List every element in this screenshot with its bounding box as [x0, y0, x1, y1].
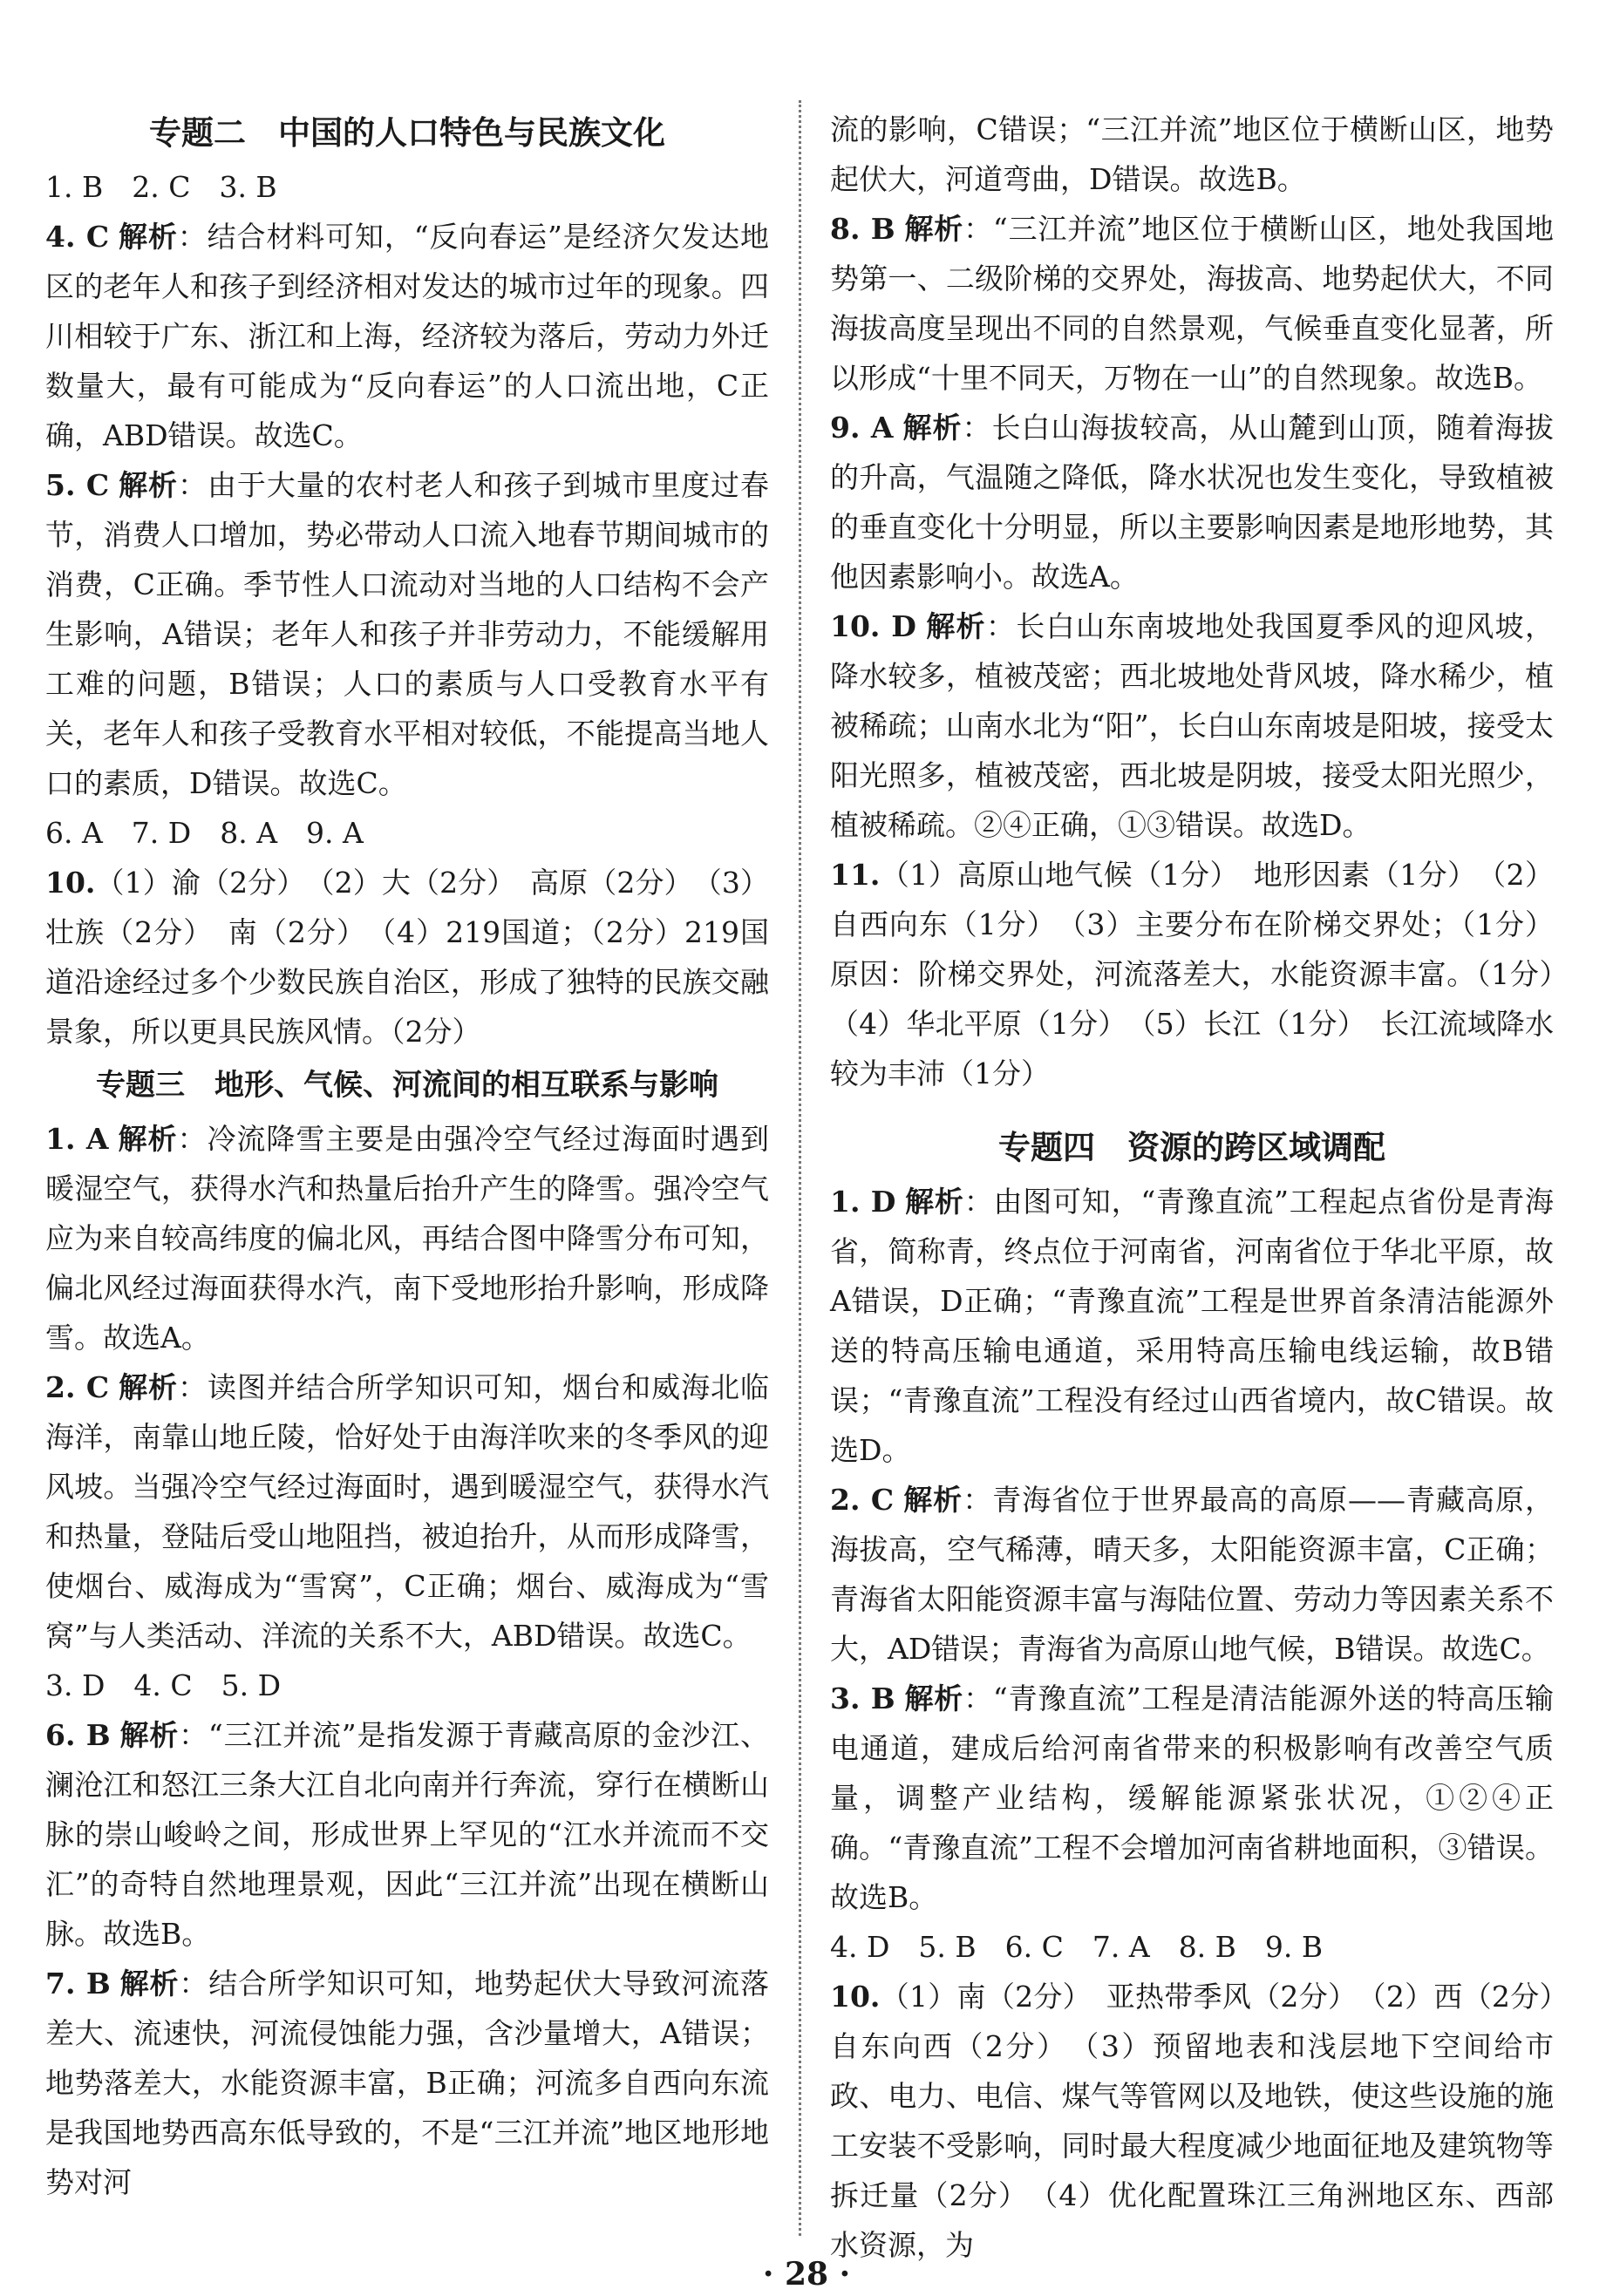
question-number: 4. C	[45, 220, 110, 254]
analysis-label: 解析	[902, 411, 963, 445]
analysis-text: ：由于大量的农村老人和孩子到城市里度过春节，消费人口增加，势必带动人口流入地春节期间城市的消费，C正确。季节性人口流动对当地的人口结构不会产生影响，A错误；老年人和孩子并非劳动力，不能缓解用工难的问题，B错误；人口的素质与人口受教育水平有关，老年人和孩子受教育水平相对较低，不能提高当地人口的素质，D错误。故选C。	[45, 468, 769, 800]
question-7	[45, 1959, 769, 2207]
analysis-label: 解析	[924, 609, 986, 643]
analysis-label: 解析	[118, 468, 178, 502]
question-10	[45, 858, 769, 1056]
analysis-label: 解析	[118, 220, 178, 254]
question-number: 10. D	[830, 609, 916, 643]
question-number: 11.	[830, 858, 881, 892]
answer-text: （1）高原山地气候（1分） 地形因素（1分） （2）自西向东（1分） （3）主要分布在阶梯交界处；（1分）原因：阶梯交界处，河流落差大，水能资源丰富。（1分） （4）华北平原（1分） （5）长江（1分） 长江流域降水较为丰沛（1分）	[830, 858, 1582, 1090]
analysis-text: ：“三江并流”地区位于横断山区，地处我国地势第一、二级阶梯的交界处，海拔高、地势起伏大，不同海拔高度呈现出不同的自然景观，气候垂直变化显著，所以形成“十里不同天，万物在一山”的自然现象。故选B。	[830, 212, 1554, 395]
analysis-label: 解析	[117, 1122, 178, 1156]
answers-q6-9: 6. A 7. D 8. A 9. A	[45, 816, 364, 850]
question-number: 1. A	[45, 1122, 109, 1156]
analysis-text: ：长白山东南坡地处我国夏季风的迎风坡，降水较多，植被茂密；西北坡地处背风坡，降水稀少，植被稀疏；山南水北为“阳”，长白山东南坡是阳坡，接受太阳光照多，植被茂密，西北坡是阴坡，接受太阳光照少，植被稀疏。②④正确，①③错误。故选D。	[830, 609, 1555, 842]
question-number: 8. B	[830, 212, 895, 246]
answers-q3-5: 3. D 4. C 5. D	[45, 1668, 282, 1702]
answer-text: （1）南（2分） 亚热带季风（2分） （2）西（2分） 自东向西（2分） （3）预留地表和浅层地下空间给市政、电力、电信、煤气等管网以及地铁，使这些设施的施工安装不受影响，同时最大程度减少地面征地及建筑物等拆迁量（2分） （4）优化配置珠江三角洲地区东、西部水资源，为	[830, 1980, 1582, 2262]
analysis-text: ：结合所学知识可知，地势起伏大导致河流落差大、流速快，河流侵蚀能力强，含沙量增大，A错误；地势落差大，水能资源丰富，B正确；河流多自西向东流是我国地势西高东低导致的，不是“三江并流”地区地形地势对河	[45, 1967, 770, 2199]
question-6	[45, 1710, 769, 1959]
column-divider	[799, 100, 801, 2236]
question-number: 3. B	[830, 1681, 895, 1715]
page-number: · 28 ·	[762, 2256, 851, 2293]
analysis-text: ：读图并结合所学知识可知，烟台和威海北临海洋，南靠山地丘陵，恰好处于由海洋吹来的冬季风的迎风坡。当强冷空气经过海面时，遇到暖湿空气，获得水汽和热量，登陆后受山地阻挡，被迫抬升，从而形成降雪，使烟台、威海成为“雪窝”，C正确；烟台、威海成为“雪窝”与人类活动、洋流的关系不大，ABD错误。故选C。	[45, 1370, 769, 1653]
question-number: 10.	[830, 1980, 881, 2014]
section-title-2: 专题二 中国的人口特色与民族文化	[149, 114, 665, 152]
question-11	[830, 850, 1582, 1098]
question-2	[830, 1475, 1554, 1674]
analysis-text: ：长白山海拔较高，从山麓到山顶，随着海拔的升高，气温随之降低，降水状况也发生变化，导致植被的垂直变化十分明显，所以主要影响因素是地形地势，其他因素影响小。故选A。	[830, 411, 1555, 594]
analysis-text: ：“青豫直流”工程是清洁能源外送的特高压输电通道，建成后给河南省带来的积极影响有改善空气质量，调整产业结构，缓解能源紧张状况，①②④正确。“青豫直流”工程不会增加河南省耕地面积，③错误。故选B。	[830, 1681, 1554, 1914]
question-3	[830, 1674, 1554, 1922]
question-number: 1. D	[830, 1185, 896, 1219]
analysis-text: ：青海省位于世界最高的高原——青藏高原，海拔高，空气稀薄，晴天多，太阳能资源丰富，C正确；青海省太阳能资源丰富与海陆位置、劳动力等因素关系不大，AD错误；青海省为高原山地气候，B错误。故选C。	[830, 1483, 1555, 1666]
question-4	[45, 212, 769, 460]
answer-text: （1）渝（2分） （2）大（2分） 高原（2分） （3）壮族（2分） 南（2分） （4）219国道；（2分）219国道沿途经过多个少数民族自治区，形成了独特的民族交融景象，所以更具民族风情。（2分）	[45, 866, 769, 1049]
question-number: 2. C	[45, 1370, 110, 1404]
left-column	[45, 105, 769, 2207]
question-5	[45, 460, 769, 808]
question-2	[45, 1362, 769, 1661]
question-number: 6. B	[45, 1718, 111, 1752]
answers-q4-9: 4. D 5. B 6. C 7. A 8. B 9. B	[830, 1930, 1324, 1964]
section-title-4: 专题四 资源的跨区域调配	[998, 1129, 1385, 1166]
analysis-text: ：“三江并流”是指发源于青藏高原的金沙江、澜沧江和怒江三条大江自北向南并行奔流，穿行在横断山脉的崇山峻岭之间，形成世界上罕见的“江水并流而不交汇”的奇特自然地理景观，因此“三江并流”出现在横断山脉。故选B。	[45, 1718, 769, 1951]
section-title-3: 专题三 地形、气候、河流间的相互联系与影响	[96, 1068, 718, 1103]
question-number: 9. A	[830, 411, 894, 445]
analysis-label: 解析	[904, 1185, 964, 1219]
analysis-label: 解析	[119, 1967, 180, 2001]
question-number: 5. C	[45, 468, 110, 502]
question-10	[830, 1972, 1582, 2270]
analysis-label: 解析	[118, 1370, 178, 1404]
question-8	[830, 204, 1554, 403]
analysis-text: ：结合材料可知，“反向春运”是经济欠发达地区的老年人和孩子到经济相对发达的城市过年的现象。四川相较于广东、浙江和上海，经济较为落后，劳动力外迁数量大，最有可能成为“反向春运”的人口流出地，C正确，ABD错误。故选C。	[45, 220, 770, 452]
question-1	[830, 1177, 1554, 1475]
analysis-label: 解析	[902, 1483, 963, 1517]
question-7-continued: 流的影响，C错误；“三江并流”地区位于横断山区，地势起伏大，河道弯曲，D错误。故选B。	[830, 112, 1554, 196]
analysis-text: ：由图可知，“青豫直流”工程起点省份是青海省，简称青，终点位于河南省，河南省位于华北平原，故A错误，D正确；“青豫直流”工程是世界首条清洁能源外送的特高压输电通道，采用特高压输电线运输，故B错误；“青豫直流”工程没有经过山西省境内，故C错误。故选D。	[830, 1185, 1555, 1467]
analysis-label: 解析	[119, 1718, 180, 1752]
question-9	[830, 403, 1554, 601]
question-number: 10.	[45, 866, 96, 900]
question-1	[45, 1114, 769, 1362]
question-number: 7. B	[45, 1967, 111, 2001]
question-number: 2. C	[830, 1483, 895, 1517]
analysis-label: 解析	[903, 1681, 964, 1715]
analysis-text: ：冷流降雪主要是由强冷空气经过海面时遇到暖湿空气，获得水汽和热量后抬升产生的降雪。强冷空气应为来自较高纬度的偏北风，再结合图中降雪分布可知，偏北风经过海面获得水汽，南下受地形抬升影响，形成降雪。故选A。	[45, 1122, 770, 1355]
right-column	[830, 105, 1582, 2270]
question-10	[830, 601, 1554, 850]
answers-q1-3: 1. B 2. C 3. B	[45, 170, 277, 204]
analysis-label: 解析	[903, 212, 964, 246]
